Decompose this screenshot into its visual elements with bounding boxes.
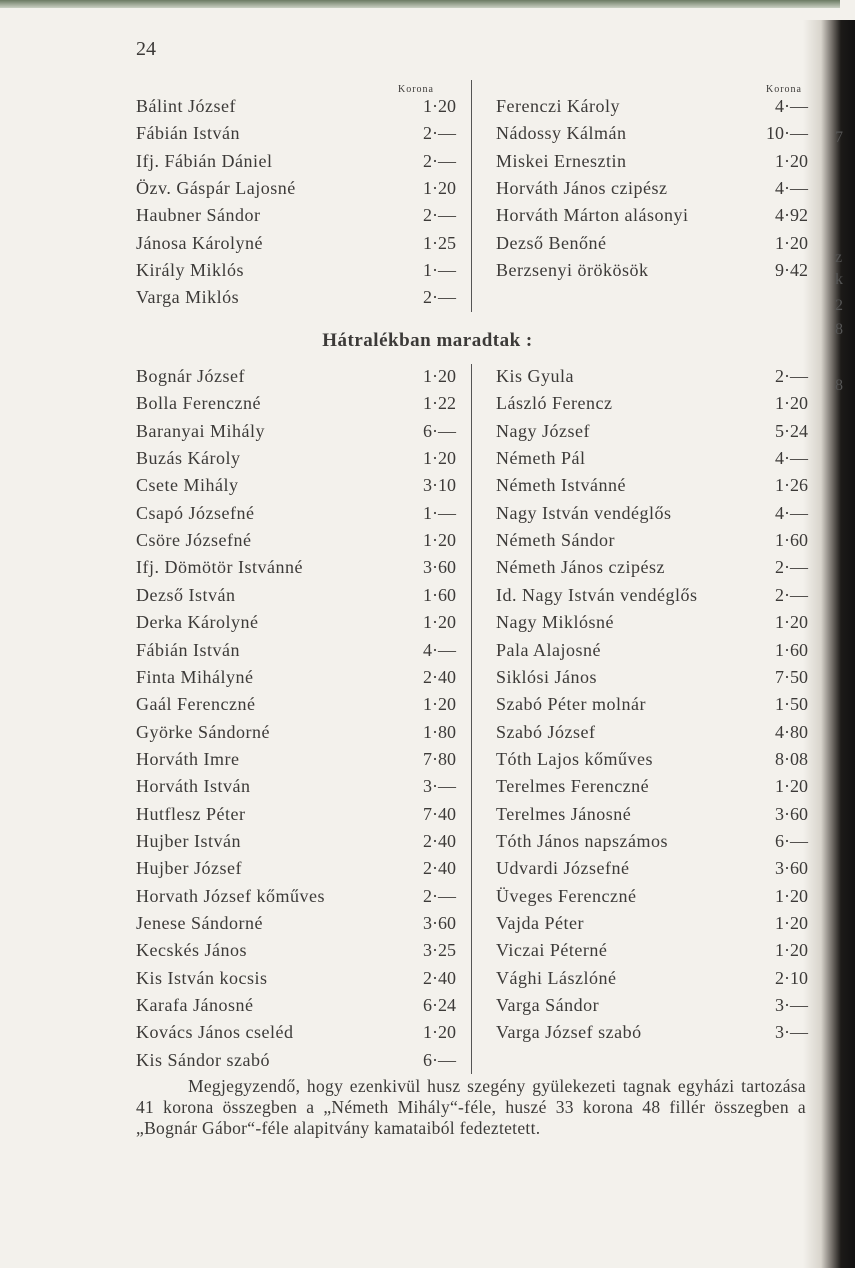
amount: 4·80 <box>775 721 808 742</box>
amount: 2·— <box>775 557 808 578</box>
person-name: Ifj. Fábián Dániel <box>136 150 273 171</box>
person-name: Kis Sándor szabó <box>136 1049 270 1070</box>
amount: 1·60 <box>775 639 808 660</box>
person-name: Ifj. Dömötör Istvánné <box>136 557 303 578</box>
person-name: Miskei Ernesztin <box>496 150 627 171</box>
amount: 1·20 <box>423 96 456 116</box>
person-name: Varga Sándor <box>496 995 600 1016</box>
list-row <box>496 1022 808 1048</box>
list-row <box>496 612 808 638</box>
list-row <box>496 557 808 583</box>
person-name: Fábián István <box>136 123 240 144</box>
amount: 1·26 <box>775 475 808 496</box>
person-name: Kis István kocsis <box>136 967 268 988</box>
list-row <box>136 858 456 884</box>
list-row <box>496 260 808 286</box>
person-name: Nádossy Kálmán <box>496 123 627 144</box>
amount: 1·20 <box>423 530 456 551</box>
list-row <box>496 640 808 666</box>
amount: 5·24 <box>775 420 808 441</box>
list-row <box>136 886 456 912</box>
amount: 10·— <box>766 123 808 144</box>
person-name: Németh Istvánné <box>496 475 626 496</box>
amount: 2·40 <box>423 967 456 988</box>
amount: 7·50 <box>775 666 808 687</box>
person-name: Özv. Gáspár Lajosné <box>136 177 296 198</box>
list-row <box>136 1022 456 1048</box>
person-name: Nagy István vendéglős <box>496 502 672 523</box>
list-row <box>496 749 808 775</box>
list-row <box>136 178 456 204</box>
list-row <box>136 96 456 122</box>
currency-header-right: Korona <box>766 84 802 95</box>
amount: 7·40 <box>423 803 456 824</box>
list-row <box>136 749 456 775</box>
person-name: Csöre Józsefné <box>136 530 252 551</box>
list-row <box>136 557 456 583</box>
list-row <box>496 393 808 419</box>
list-row <box>496 123 808 149</box>
list-row <box>496 448 808 474</box>
amount: 1·60 <box>775 530 808 551</box>
list-row <box>136 667 456 693</box>
person-name: Bognár József <box>136 366 245 386</box>
list-row <box>136 123 456 149</box>
section-title: Hátralékban maradtak : <box>322 330 533 351</box>
person-name: Pala Alajosné <box>496 639 601 660</box>
list-row <box>136 831 456 857</box>
person-name: Derka Károlyné <box>136 612 259 633</box>
amount: 6·— <box>423 420 456 441</box>
amount: 4·— <box>423 639 456 660</box>
amount: 1·25 <box>423 232 456 253</box>
person-name: Horváth István <box>136 776 251 797</box>
person-name: Horváth János czipész <box>496 177 668 198</box>
person-name: Id. Nagy István vendéglős <box>496 584 698 605</box>
list-row <box>136 421 456 447</box>
amount: 1·20 <box>775 150 808 171</box>
list-row <box>136 475 456 501</box>
amount: 6·— <box>423 1049 456 1070</box>
amount: 1·22 <box>423 393 456 414</box>
amount: 1·20 <box>423 694 456 715</box>
person-name: Berzsenyi örökösök <box>496 259 649 280</box>
list-row <box>136 530 456 556</box>
list-row <box>496 233 808 259</box>
amount: 1·20 <box>775 913 808 933</box>
person-name: Tóth Lajos kőműves <box>496 748 653 769</box>
amount: 1·20 <box>775 393 808 414</box>
amount: 4·— <box>775 502 808 523</box>
list-row <box>136 776 456 802</box>
person-name: Hujber István <box>136 830 241 851</box>
person-name: Ferenczi Károly <box>496 96 620 116</box>
fragment: z <box>835 249 843 266</box>
footnote: Megjegyzendő, hogy ezenkivül husz szegény gyülekezeti tagnak egyházi tartozása 41 korona összegben a „Németh Mihály“-féle, huszé 33 korona 48 fillér összegben a „Bognár Gábor“-féle alapitvány kamataiból fedeztetett. <box>136 1076 806 1138</box>
list-row <box>496 858 808 884</box>
amount: 2·10 <box>775 967 808 988</box>
amount: 2·— <box>423 205 456 226</box>
list-row <box>136 448 456 474</box>
amount: 1·20 <box>775 776 808 797</box>
person-name: Csete Mihály <box>136 475 239 496</box>
amount: 1·80 <box>423 721 456 742</box>
list-row <box>136 913 456 939</box>
person-name: Németh Sándor <box>496 530 615 551</box>
list-row <box>136 940 456 966</box>
amount: 1·20 <box>423 448 456 469</box>
list-row <box>496 667 808 693</box>
person-name: László Ferencz <box>496 393 613 414</box>
amount: 3·25 <box>423 940 456 961</box>
person-name: Hutflesz Péter <box>136 803 246 824</box>
page-number: 24 <box>136 38 156 60</box>
list-row <box>496 968 808 994</box>
list-row <box>496 722 808 748</box>
person-name: Terelmes Ferenczné <box>496 776 650 797</box>
list-row <box>136 1050 456 1076</box>
person-name: Üveges Ferenczné <box>496 885 637 906</box>
amount: 3·— <box>775 1022 808 1043</box>
fragment: 7 <box>835 129 843 146</box>
person-name: Kis Gyula <box>496 366 574 386</box>
list-row <box>136 151 456 177</box>
person-name: Jenese Sándorné <box>136 913 263 933</box>
amount: 7·80 <box>423 748 456 769</box>
person-name: Németh János czipész <box>496 557 665 578</box>
person-name: Buzás Károly <box>136 448 241 469</box>
list-row <box>496 776 808 802</box>
person-name: Györke Sándorné <box>136 721 270 742</box>
amount: 3·60 <box>775 858 808 879</box>
top-edge <box>0 0 840 8</box>
person-name: Viczai Péterné <box>496 940 608 961</box>
book-spine-shadow <box>803 20 855 1268</box>
list-row <box>136 612 456 638</box>
amount: 4·— <box>775 96 808 116</box>
person-name: Karafa Jánosné <box>136 995 254 1016</box>
amount: 4·— <box>775 177 808 198</box>
list-row <box>136 205 456 231</box>
list-row <box>136 585 456 611</box>
list-row <box>496 205 808 231</box>
person-name: Vajda Péter <box>496 913 584 933</box>
list-row <box>136 722 456 748</box>
list-row <box>496 940 808 966</box>
person-name: Vághi Lászlóné <box>496 967 617 988</box>
person-name: Németh Pál <box>496 448 586 469</box>
currency-header-left: Korona <box>398 84 434 95</box>
list-row <box>496 96 808 122</box>
list-row <box>136 804 456 830</box>
amount: 2·— <box>775 366 808 386</box>
person-name: Finta Mihályné <box>136 666 254 687</box>
column-divider-bottom <box>471 364 472 1074</box>
amount: 6·24 <box>423 995 456 1016</box>
list-row <box>136 366 456 392</box>
amount: 6·— <box>775 830 808 851</box>
person-name: Bolla Ferenczné <box>136 393 261 414</box>
amount: 2·— <box>423 287 456 308</box>
amount: 3·60 <box>423 557 456 578</box>
list-row <box>496 503 808 529</box>
amount: 1·20 <box>775 885 808 906</box>
amount: 4·92 <box>775 205 808 226</box>
person-name: Nagy Miklósné <box>496 612 614 633</box>
amount: 1·— <box>423 502 456 523</box>
amount: 8·08 <box>775 748 808 769</box>
person-name: Hujber József <box>136 858 242 879</box>
list-row <box>136 393 456 419</box>
amount: 3·60 <box>423 913 456 933</box>
list-row <box>496 886 808 912</box>
list-row <box>496 151 808 177</box>
list-row <box>496 804 808 830</box>
column-divider-top <box>471 80 472 312</box>
amount: 2·40 <box>423 666 456 687</box>
fragment: 8 <box>835 321 843 338</box>
list-row <box>496 421 808 447</box>
list-row <box>136 260 456 286</box>
fragment: 8 <box>835 377 843 394</box>
list-row <box>496 913 808 939</box>
person-name: Terelmes Jánosné <box>496 803 632 824</box>
amount: 1·20 <box>775 612 808 633</box>
amount: 2·40 <box>423 858 456 879</box>
amount: 1·20 <box>423 366 456 386</box>
amount: 2·— <box>423 150 456 171</box>
amount: 3·— <box>775 995 808 1016</box>
list-row <box>136 995 456 1021</box>
person-name: Horváth Márton alásonyi <box>496 205 689 226</box>
list-row <box>136 968 456 994</box>
person-name: Haubner Sándor <box>136 205 261 226</box>
amount: 2·— <box>775 584 808 605</box>
list-row <box>496 694 808 720</box>
person-name: Szabó Péter molnár <box>496 694 646 715</box>
amount: 2·— <box>423 885 456 906</box>
person-name: Udvardi Józsefné <box>496 858 630 879</box>
list-row <box>496 530 808 556</box>
list-row <box>136 640 456 666</box>
person-name: Tóth János napszámos <box>496 830 668 851</box>
person-name: Kecskés János <box>136 940 247 961</box>
list-row <box>496 366 808 392</box>
amount: 1·20 <box>423 612 456 633</box>
list-row <box>136 287 456 313</box>
amount: 4·— <box>775 448 808 469</box>
person-name: Szabó József <box>496 721 596 742</box>
person-name: Bálint József <box>136 96 236 116</box>
amount: 3·60 <box>775 803 808 824</box>
person-name: Horváth Imre <box>136 748 240 769</box>
person-name: Jánosa Károlyné <box>136 232 263 253</box>
list-row <box>136 694 456 720</box>
person-name: Dezső Benőné <box>496 232 607 253</box>
amount: 1·50 <box>775 694 808 715</box>
person-name: Siklósi János <box>496 666 598 687</box>
person-name: Gaál Ferenczné <box>136 694 256 715</box>
person-name: Baranyai Mihály <box>136 420 265 441</box>
list-row <box>496 178 808 204</box>
person-name: Fábián István <box>136 639 240 660</box>
person-name: Király Miklós <box>136 259 244 280</box>
amount: 1·20 <box>775 940 808 961</box>
person-name: Csapó Józsefné <box>136 502 255 523</box>
person-name: Kovács János cseléd <box>136 1022 294 1043</box>
amount: 2·40 <box>423 830 456 851</box>
person-name: Varga Miklós <box>136 287 240 308</box>
amount: 2·— <box>423 123 456 144</box>
person-name: Horvath József kőműves <box>136 885 325 906</box>
amount: 3·10 <box>423 475 456 496</box>
list-row <box>136 233 456 259</box>
list-row <box>496 585 808 611</box>
person-name: Dezső István <box>136 584 236 605</box>
amount: 1·20 <box>423 177 456 198</box>
person-name: Varga József szabó <box>496 1022 642 1043</box>
amount: 3·— <box>423 776 456 797</box>
fragment: k <box>835 271 843 288</box>
fragment: 2 <box>835 297 843 314</box>
list-row <box>496 475 808 501</box>
list-row <box>496 831 808 857</box>
amount: 1·20 <box>775 232 808 253</box>
amount: 9·42 <box>775 259 808 280</box>
amount: 1·— <box>423 259 456 280</box>
person-name: Nagy József <box>496 420 590 441</box>
amount: 1·60 <box>423 584 456 605</box>
list-row <box>136 503 456 529</box>
amount: 1·20 <box>423 1022 456 1043</box>
list-row <box>496 995 808 1021</box>
